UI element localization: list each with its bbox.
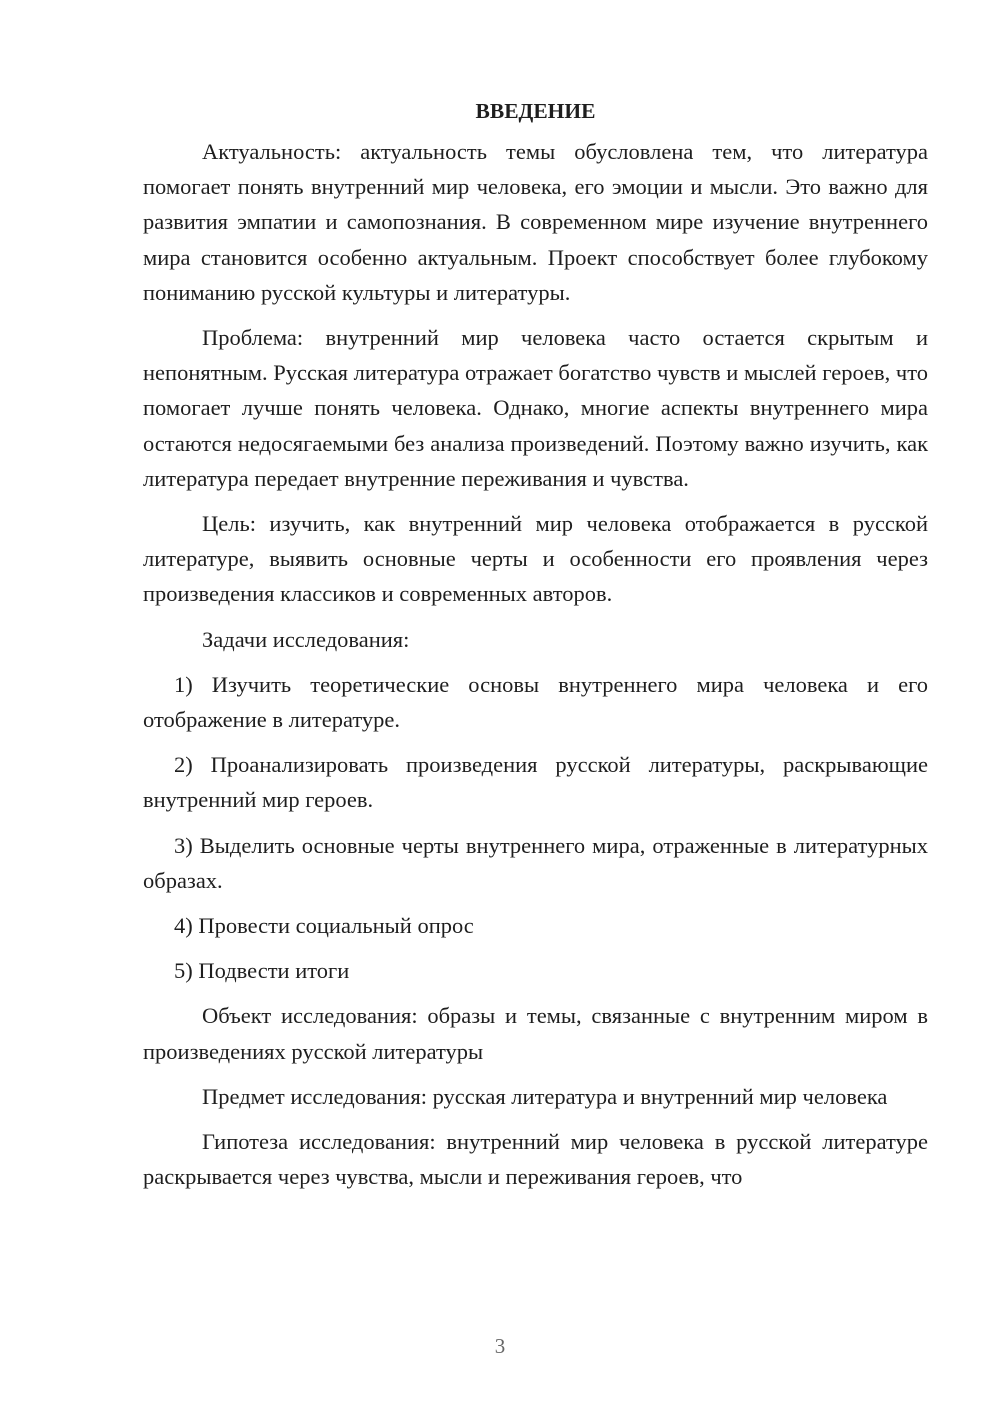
task-item-2: 2) Проанализировать произведения русской литературы, раскрывающие внутренний мир героев. [143, 752, 928, 813]
paragraph-hypothesis: Гипотеза исследования: внутренний мир человека в русской литературе раскрывается через чувства, мысли и переживания героев, что [143, 1129, 928, 1190]
page-number: 3 [494, 1334, 506, 1358]
paragraph-goal: Цель: изучить, как внутренний мир человека отображается в русской литературе, выявить основные черты и особенности его проявления через произведения классиков и современных авторов. [143, 511, 928, 607]
task-item-3: 3) Выделить основные черты внутреннего мира, отраженные в литературных образах. [143, 832, 928, 893]
task-item-4: 4) Провести социальный опрос [174, 913, 474, 939]
task-item-5: 5) Подвести итоги [174, 958, 350, 984]
paragraph-problem: Проблема: внутренний мир человека часто остается скрытым и непонятным. Русская литература отражает богатство чувств и мыслей героев, что помогает лучше понять человека. Однако, многие аспекты внутреннего мира остаются недосягаемыми без анализа произведений. Поэтому важно изучить, как литература передает внутренние переживания и чувства. [143, 325, 928, 491]
task-item-1: 1) Изучить теоретические основы внутреннего мира человека и его отображение в литературе. [143, 671, 928, 733]
page-title: ВВЕДЕНИЕ [475, 99, 596, 123]
page-content [143, 96, 928, 1204]
paragraph-object: Объект исследования: образы и темы, связанные с внутренним миром в произведениях русской литературы [143, 1003, 928, 1064]
paragraph-relevance: Актуальность: актуальность темы обусловлена тем, что литература помогает понять внутренний мир человека, его эмоции и мысли. Это важно для развития эмпатии и самопознания. В современном мире изучение внутреннего мира становится особенно актуальным. Проект способствует более глубокому пониманию русской культуры и литературы. [143, 139, 928, 305]
paragraph-subject: Предмет исследования: русская литература и внутренний мир человека [202, 1083, 888, 1109]
paragraph-tasks-heading: Задачи исследования: [202, 626, 410, 652]
